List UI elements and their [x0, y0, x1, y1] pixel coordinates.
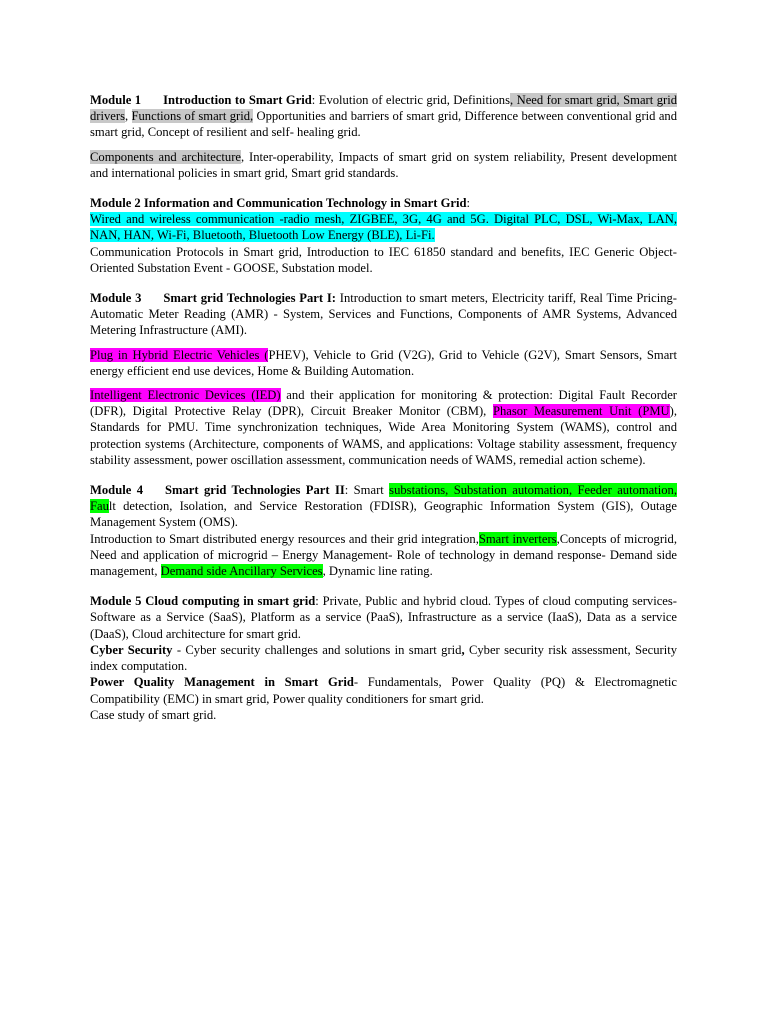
body-text: Cyber security risk assessment, Security index computation. [90, 642, 678, 674]
body-text: - Fundamentals, Power Quality (PQ) & Electromagnetic Compatibility (EMC) in smart grid, Power quality conditioners for smart grid. [90, 675, 677, 706]
paragraph-0 [90, 92, 677, 141]
paragraph-2 [90, 195, 677, 211]
highlighted-text: Plug in Hybrid Electric Vehicles ( [90, 347, 269, 362]
paragraph-7 [90, 387, 677, 468]
paragraph-spacer [90, 339, 677, 347]
body-text: and their application for monitoring & protection: Digital Fault Recorder (DFR), Digital Protective Relay (DPR), Circuit Breaker Monitor (CBM), [90, 388, 677, 419]
paragraph-12 [90, 674, 677, 706]
body-text: : [466, 196, 470, 211]
paragraph-1 [90, 149, 677, 181]
bold-text: Introduction to Smart Grid [163, 93, 312, 107]
body-text: PHEV), Vehicle to Grid (V2G), Grid to Vehicle (G2V), Smart Sensors, Smart energy efficient end use devices, Home & Building Automation. [90, 347, 677, 378]
body-text: , Dynamic line rating. [322, 564, 433, 579]
body-text: Communication Protocols in Smart grid, Introduction to IEC 61850 standard and benefits, IEC Generic Object-Oriented Substation Event - GOOSE, Substation model. [90, 244, 677, 275]
paragraph-spacer [90, 579, 677, 593]
body-text: lt detection, Isolation, and Service Restoration (FDISR), Geographic Information System (GIS), Outage Management System (OMS). [90, 499, 677, 530]
paragraph-spacer [90, 379, 677, 387]
paragraph-spacer [90, 141, 677, 149]
body-text: : Evolution of electric grid, Definitions [311, 93, 510, 107]
bold-text: Cloud computing in smart grid [145, 594, 316, 609]
paragraph-11 [90, 642, 677, 674]
body-text: ), Standards for PMU. Time synchronization techniques, Wide Area Monitoring System (WAMS), control and protection systems (Architecture, components of WAMS, and applications: Voltage stability assessment, frequency stability assessment, power oscillation assessment, communication needs of WAMS, remedial action scheme). [90, 404, 677, 467]
paragraph-spacer [90, 181, 677, 195]
paragraph-6 [90, 347, 677, 379]
paragraph-5 [90, 290, 677, 339]
highlighted-text: Wired and wireless communication -radio mesh, ZIGBEE, 3G, 4G and 5G. Digital PLC, DSL, Wi-Max, LAN, NAN, HAN, Wi-Fi, Bluetooth, Bluetooth Low Energy (BLE), Li-Fi. [90, 212, 677, 243]
highlighted-text: substations, Substation automation, Feeder automation, Fau [90, 483, 677, 514]
paragraph-3 [90, 211, 677, 243]
highlighted-text: Phasor Measurement Unit (PMU [492, 404, 670, 419]
body-text: , Inter-operability, Impacts of smart grid on system reliability, Present development and international policies in smart grid, Smart grid standards. [90, 149, 677, 180]
highlighted-text: Functions of smart grid, [131, 109, 254, 124]
body-text: - Cyber security challenges and solutions in smart grid [172, 642, 462, 657]
paragraph-8 [90, 482, 677, 531]
body-text: Introduction to Smart distributed energy resources and their grid integration, [90, 531, 479, 546]
highlighted-text: Demand side Ancillary Services [160, 564, 323, 579]
paragraph-10 [90, 593, 677, 642]
highlighted-text: , Need for smart grid, Smart grid drivers [90, 93, 678, 124]
bold-text: Module 2 Information and Communication Technology in Smart Grid [90, 196, 467, 211]
body-text: Opportunities and barriers of smart grid, Difference between conventional grid and smart grid, Concept of resilient and self- healing grid. [90, 109, 678, 140]
bold-text: , [461, 642, 465, 657]
bold-text: Smart grid Technologies Part II [165, 483, 345, 498]
paragraph-4 [90, 244, 677, 276]
body-text: : Private, Public and hybrid cloud. Types of cloud computing services- Software as a Service (SaaS), Platform as a service (PaaS), Infrastructure as a service (IaaS), Data as a service (DaaS), Cloud architecture for smart grid. [90, 594, 677, 641]
bold-text: Module 4 [90, 483, 143, 498]
body-text: ,Concepts of microgrid, Need and application of microgrid – Energy Management- Role of technology in demand response- Demand side management, [90, 531, 677, 579]
bold-text: Module 5 [90, 594, 142, 609]
bold-text: Module 1 [90, 93, 142, 107]
body-text: Case study of smart grid. [90, 707, 217, 722]
bold-text: Cyber Security [90, 642, 173, 657]
paragraph-9 [90, 531, 677, 580]
bold-text: Smart grid Technologies Part I: [163, 291, 336, 306]
highlighted-text: Smart inverters [478, 531, 557, 546]
syllabus-document [90, 92, 677, 723]
body-text: : Smart [344, 483, 390, 498]
highlighted-text: Components and architecture [90, 149, 242, 164]
bold-text: Power Quality Management in Smart Grid [90, 675, 354, 690]
paragraph-spacer [90, 468, 677, 482]
body-text: , [124, 109, 132, 124]
paragraph-13 [90, 707, 677, 723]
body-text: Introduction to smart meters, Electricity tariff, Real Time Pricing- Automatic Meter Reading (AMR) - System, Services and Functions, Components of AMR Systems, Advanced Metering Infrastructure (AMI). [90, 291, 677, 338]
paragraph-spacer [90, 276, 677, 290]
bold-text: Module 3 [90, 291, 142, 306]
highlighted-text: Intelligent Electronic Devices (IED) [90, 388, 281, 403]
